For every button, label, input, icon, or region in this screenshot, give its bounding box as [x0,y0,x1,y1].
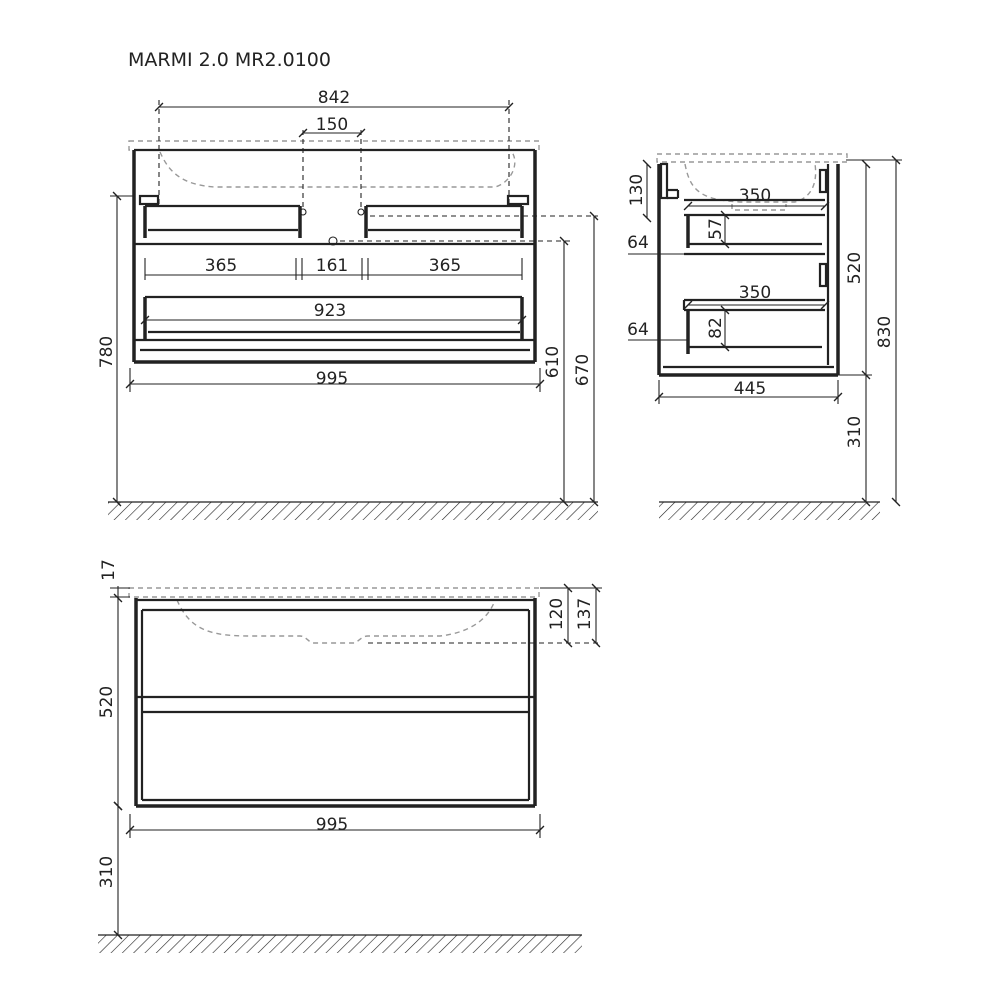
dim-830: 830 [875,315,895,349]
dim-310-bottom: 310 [97,855,117,889]
dim-995-bottom: 995 [315,815,349,835]
dim-445: 445 [733,379,767,399]
dim-150: 150 [315,115,349,135]
dim-57: 57 [706,218,726,240]
bottom-view [97,559,602,953]
dim-520-bottom: 520 [97,685,117,719]
bottom-countertop-outline [129,588,539,597]
dim-365-left: 365 [204,256,238,276]
ground-hatch [108,502,598,520]
side-view [627,154,902,520]
dim-610: 610 [543,345,563,379]
dim-310-side: 310 [845,415,865,449]
dim-670: 670 [573,353,593,387]
dim-780: 780 [97,335,117,369]
basin-outline [160,152,515,187]
dim-350-top: 350 [738,186,772,206]
side-countertop-outline [657,154,847,162]
dim-137: 137 [575,597,595,631]
dim-161: 161 [315,256,349,276]
left-bracket [140,196,158,204]
front-view [97,88,598,520]
dim-64-bottom: 64 [627,320,649,340]
dim-520-side: 520 [845,251,865,285]
bottom-basin-outline [177,600,495,643]
dim-130: 130 [627,173,647,207]
right-bracket [508,196,528,204]
dim-350-bottom: 350 [738,283,772,303]
dim-842: 842 [317,88,351,108]
dim-995: 995 [315,369,349,389]
countertop-outline [129,141,539,150]
dim-923: 923 [313,301,347,321]
dim-120: 120 [547,597,567,631]
dim-64-top: 64 [627,233,649,253]
dim-365-right: 365 [428,256,462,276]
bottom-ground-hatch [98,935,582,953]
dim-82: 82 [706,317,726,339]
drawing-title: MARMI 2.0 MR2.0100 [128,49,331,71]
side-ground-hatch [659,502,880,520]
dim-17: 17 [99,559,119,581]
